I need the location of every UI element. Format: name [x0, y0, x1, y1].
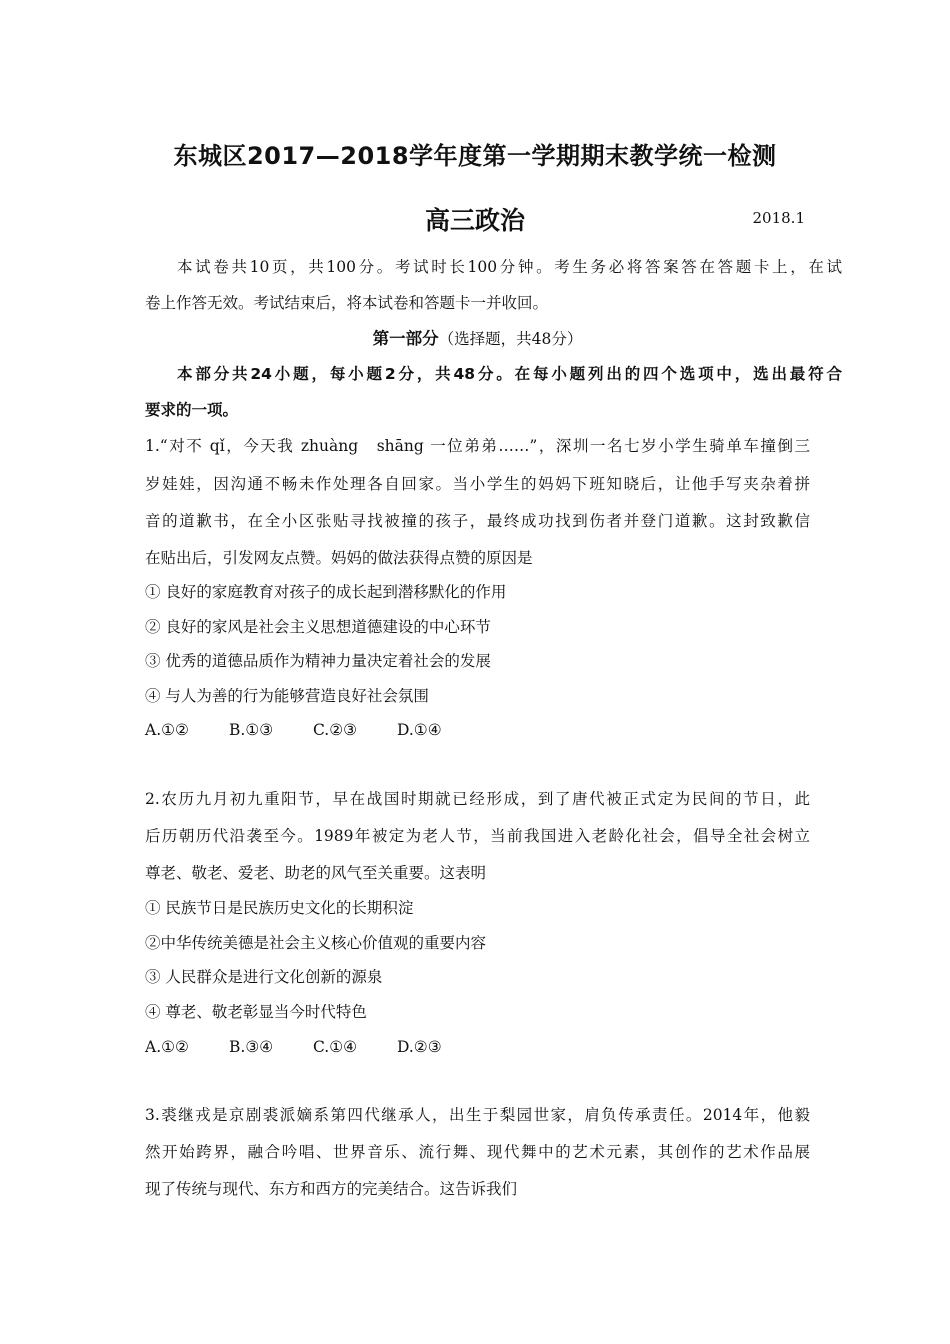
intro-line: 卷上作答无效。考试结束后，将本试卷和答题卡一并收回。 [145, 294, 549, 312]
question-2-text: 尊老、敬老、爱老、助老的风气至关重要。这表明 [145, 864, 487, 882]
question-3-text: 然开始跨界，融合吟唱、世界音乐、流行舞、现代舞中的艺术元素，其创作的艺术作品展 [145, 1143, 810, 1161]
exam-title: 东城区2017—2018学年度第一学期期末教学统一检测 [173, 142, 777, 170]
question-2-item: ③ 人民群众是进行文化创新的源泉 [145, 968, 383, 986]
question-2-item: ②中华传统美德是社会主义核心价值观的重要内容 [145, 934, 487, 952]
answer-option-b: B.③④ [229, 1038, 274, 1056]
question-1-item: ④ 与人为善的行为能够营造良好社会氛围 [145, 687, 429, 705]
question-1-item: ② 良好的家风是社会主义思想道德建设的中心环节 [145, 618, 491, 636]
part-instruction: 要求的一项。 [145, 401, 239, 419]
part-heading [145, 329, 810, 349]
part-heading-title: 第一部分 [372, 329, 439, 348]
question-1-text: 在贴出后，引发网友点赞。妈妈的做法获得点赞的原因是 [145, 549, 533, 567]
answer-option-d: D.①④ [397, 721, 442, 739]
answer-option-b: B.①③ [229, 721, 274, 739]
question-3-text: 现了传统与现代、东方和西方的完美结合。这告诉我们 [145, 1180, 518, 1198]
question-3-text: 3.裘继戎是京剧裘派嫡系第四代继承人，出生于梨园世家，肩负传承责任。2014年，他毅 [145, 1106, 810, 1124]
question-2-options [145, 1037, 810, 1057]
question-1-text: 1.“对不 qǐ，今天我 zhuàng shāng 一位弟弟……”，深圳一名七岁小学生骑单车撞倒三 [145, 437, 810, 455]
answer-option-c: C.①④ [313, 1038, 358, 1056]
exam-subject: 高三政治 [424, 206, 525, 235]
question-2-item: ① 民族节日是民族历史文化的长期积淀 [145, 899, 414, 917]
question-1-options [145, 720, 810, 740]
part-instruction: 本部分共24小题，每小题2分，共48分。在每小题列出的四个选项中，选出最符合 [177, 365, 842, 383]
question-2-text: 2.农历九月初九重阳节，早在战国时期就已经形成，到了唐代被正式定为民间的节日，此 [145, 790, 810, 808]
question-2-text: 后历朝历代沿袭至今。1989年被定为老人节，当前我国进入老龄化社会，倡导全社会树立 [145, 827, 810, 845]
part-heading-note: （选择题，共48分） [438, 330, 583, 348]
question-1-item: ① 良好的家庭教育对孩子的成长起到潜移默化的作用 [145, 583, 507, 601]
question-1-text: 岁娃娃，因沟通不畅未作处理各自回家。当小学生的妈妈下班知晓后，让他手写夹杂着拼 [145, 475, 810, 493]
answer-option-c: C.②③ [313, 721, 358, 739]
question-2-item: ④ 尊老、敬老彰显当今时代特色 [145, 1003, 367, 1021]
answer-option-a: A.①② [145, 1038, 189, 1056]
answer-option-a: A.①② [145, 721, 189, 739]
exam-date: 2018.1 [752, 209, 805, 227]
question-1-text: 音的道歉书，在全小区张贴寻找被撞的孩子，最终成功找到伤者并登门道歉。这封致歉信 [145, 512, 810, 530]
intro-line: 本试卷共10页，共100分。考试时长100分钟。考生务必将答案答在答题卡上，在试 [177, 258, 842, 276]
answer-option-d: D.②③ [397, 1038, 442, 1056]
question-1-item: ③ 优秀的道德品质作为精神力量决定着社会的发展 [145, 652, 491, 670]
